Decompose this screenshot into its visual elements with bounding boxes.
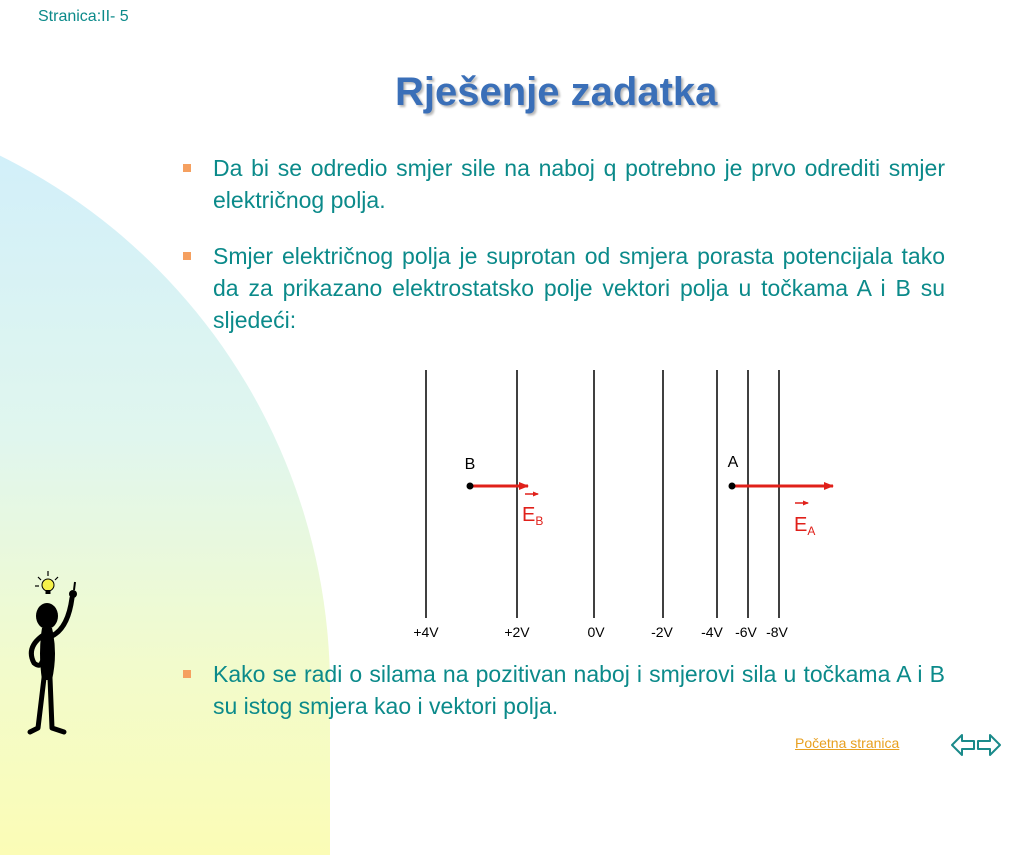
navigation-arrows bbox=[950, 728, 1002, 762]
point-b-dot bbox=[467, 483, 474, 490]
vector-a-subscript: A bbox=[807, 524, 816, 538]
potential-label: -4V bbox=[701, 624, 723, 640]
home-page-link[interactable]: Početna stranica bbox=[795, 735, 900, 751]
page-label: Stranica:II- 5 bbox=[38, 8, 129, 25]
bullet-square-icon bbox=[183, 670, 191, 678]
stick-figure-idea-icon bbox=[20, 568, 100, 743]
bullet-item bbox=[183, 658, 945, 722]
vector-a-letter: E bbox=[794, 514, 808, 536]
bullet-square-icon bbox=[183, 252, 191, 260]
point-a-label: A bbox=[727, 454, 739, 471]
bullet-text: Da bi se odredio smjer sile na naboj q potrebno je prvo odrediti smjer električnog polja. bbox=[213, 155, 945, 213]
vector-b-label bbox=[522, 504, 543, 528]
bullet-text: Kako se radi o silama na pozitivan naboj i smjerovi sila u točkama A i B su istog smjera kao i vektori polja. bbox=[213, 661, 945, 719]
bullet-item bbox=[183, 152, 945, 216]
point-b-label: B bbox=[464, 456, 476, 473]
potential-label: -8V bbox=[766, 624, 788, 640]
slide-title: Rješenje zadatka bbox=[395, 70, 718, 114]
arrow-left-icon[interactable] bbox=[952, 735, 974, 755]
potential-label: 0V bbox=[587, 624, 605, 640]
bullet-square-icon bbox=[183, 164, 191, 172]
potential-label: -2V bbox=[651, 624, 673, 640]
vector-b-subscript: B bbox=[535, 514, 544, 528]
bullet-text: Smjer električnog polja je suprotan od smjera porasta potencijala tako da za prikazano elektrostatsko polje vektori polja u točkama A i B su sljedeći: bbox=[213, 243, 945, 333]
vector-a-label bbox=[794, 514, 815, 538]
arrow-right-icon[interactable] bbox=[978, 735, 1000, 755]
point-a-dot bbox=[729, 483, 736, 490]
potential-label: +2V bbox=[504, 624, 530, 640]
potential-label: +4V bbox=[413, 624, 439, 640]
bullet-item bbox=[183, 240, 945, 336]
potential-label: -6V bbox=[735, 624, 757, 640]
vector-b-letter: E bbox=[522, 504, 536, 526]
